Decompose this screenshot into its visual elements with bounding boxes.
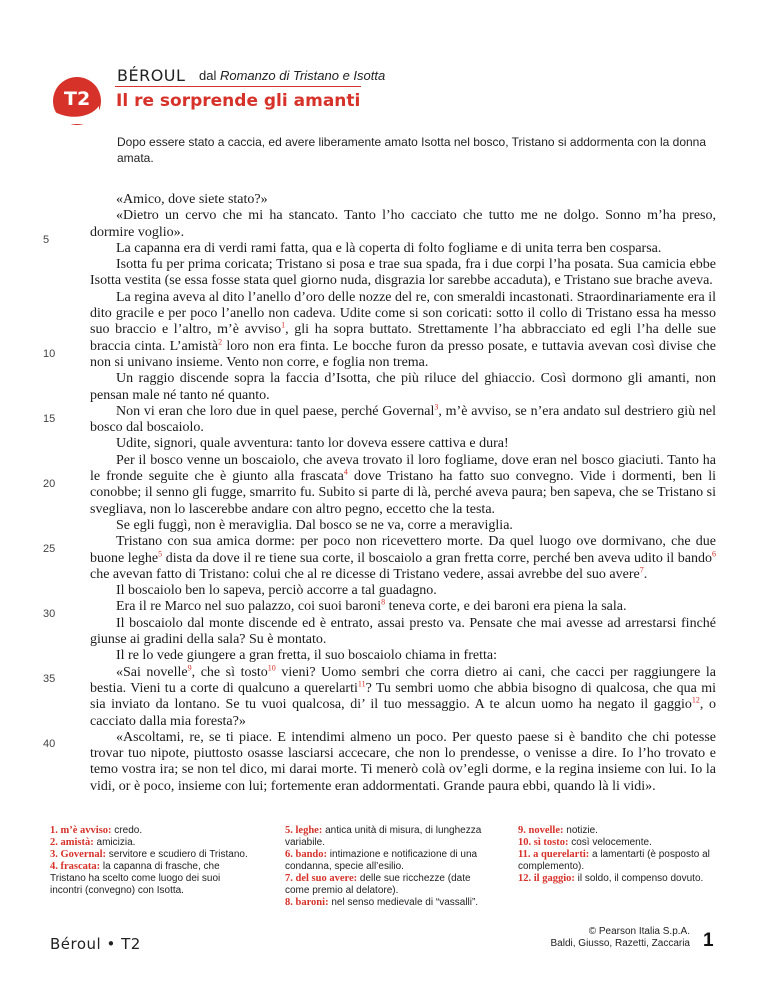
text-paragraph: Se egli fuggì, non è meraviglia. Dal bosco se ne va, corre a meraviglia. <box>116 517 513 533</box>
line-number: 35 <box>43 673 56 685</box>
footnote-ref: 11 <box>357 679 366 689</box>
footnote: 2. amistà: amicizia. <box>50 837 136 848</box>
text-paragraph: Tristano con sua amica dorme: per poco non ricevettero morte. Da quel luogo ove dormivano, che due buone leghe$^5$ dista da dove il re tiene sua corte, il boscaiolo a gran fretta corre, perché ben aveva udito il bando$^6$ che avevan fatto di Tristano: colui che al re dicesse di Tristano vedere, assai avrebbe del suo avere$^7$. <box>90 534 716 582</box>
text-paragraph: Isotta fu per prima coricata; Tristano si posa e trae sua spada, fra i due corpi l’ha posata. Sua camicia ebbe Isotta vestita (se essa fosse stata quel giorno nuda, disgrazia lor sarebbe accaduta), e Tristano sue brache aveva. <box>90 257 716 289</box>
page-title: Il re sorprende gli amanti <box>116 91 361 111</box>
footnote-term: 11. a querelarti: <box>518 849 590 860</box>
footnote-column <box>285 825 490 909</box>
footnote-term: 8. baroni: <box>285 897 329 908</box>
work-source <box>199 68 385 83</box>
footnote-column <box>50 825 250 897</box>
footnote-ref: 7 <box>639 565 644 575</box>
footnote: 11. a querelarti: a lamentarti (è posposto al complemento). <box>518 849 710 872</box>
footnote-ref: 4 <box>343 467 348 477</box>
footnote-term: 10. sì tosto: <box>518 837 569 848</box>
footnote-term: 12. il gaggio: <box>518 873 575 884</box>
footnote: 9. novelle: notizie. <box>518 825 598 836</box>
text-paragraph: Udite, signori, quale avventura: tanto lor doveva essere cattiva e dura! <box>116 436 509 452</box>
line-number: 25 <box>43 543 56 555</box>
text-paragraph: Il re lo vede giungere a gran fretta, il suo boscaiolo chiama in fretta: <box>116 648 497 664</box>
footnote-term: 4. frascata: <box>50 861 101 872</box>
footnote: 5. leghe: antica unità di misura, di lunghezza variabile. <box>285 825 482 848</box>
footnote: 6. bando: intimazione e notificazione di una condanna, specie all’esilio. <box>285 849 478 872</box>
footnote-ref: 1 <box>281 320 286 330</box>
footnote-column <box>518 825 718 885</box>
footnote-term: 7. del suo avere: <box>285 873 358 884</box>
text-paragraph: Il boscaiolo ben lo sapeva, perciò accorre a tal guadagno. <box>116 583 437 599</box>
text-paragraph: Non vi eran che loro due in quel paese, perché Governal$^3$, m’è avviso, se n’era andato sul destriero giù nel bosco dal boscaiolo. <box>90 402 717 436</box>
line-number: 40 <box>43 738 56 750</box>
footnote-ref: 12 <box>691 695 700 705</box>
text-paragraph: La capanna era di verdi rami fatta, qua e là coperta di folto fogliame e di unita terra ben cosparsa. <box>116 240 662 256</box>
copyright-line: © Pearson Italia S.p.A. <box>588 926 690 937</box>
footnote-term: 1. m’è avviso: <box>50 825 112 836</box>
text-paragraph: «Sai novelle$^9$, che sì tosto$^{10}$ vieni? Uomo sembri che corra dietro ai cani, che cacci per raggiungere la bestia. Vieni tu a corte di qualcuno a querelarti$^{11}$? Tu sembri uomo che abbia bisogno di qualcosa, che qua mi sia inviato da lontano. Se tu vuoi qualcosa, di’ il tuo messaggio. A te alcun uomo ha negato il gaggio$^{12}$, o cacciato dalla mia foresta?» <box>90 662 716 729</box>
footnote: 3. Governal: servitore e scudiero di Tristano. <box>50 849 248 860</box>
badge-label: T2 <box>64 88 91 110</box>
intro-text: Dopo essere stato a caccia, ed avere liberamente amato Isotta nel bosco, Tristano si addormenta con la donna amata. <box>117 135 707 165</box>
footnote-ref: 8 <box>381 597 386 607</box>
author-name: BÉROUL <box>117 66 186 85</box>
footnote-ref: 2 <box>218 337 223 347</box>
footnote-term: 9. novelle: <box>518 825 564 836</box>
text-paragraph: Il boscaiolo dal monte discende ed è entrato, assai presto va. Pensate che mai avesse ad arrestarsi finché giunse ai gradini della sala? Su è montato. <box>90 615 716 648</box>
footnote-ref: 10 <box>267 662 276 672</box>
footer-credit <box>520 926 690 950</box>
footnote: 4. frascata: la capanna di frasche, che Tristano ha scelto come luogo dei suoi incontri (convegno) con Isotta. <box>50 861 221 896</box>
title-rule <box>115 86 361 87</box>
work-prefix: dal <box>199 68 217 83</box>
line-number: 15 <box>43 413 56 425</box>
text-paragraph: «Amico, dove siete stato?» <box>116 192 268 207</box>
footnote-ref: 3 <box>434 402 439 412</box>
text-paragraph: Era il re Marco nel suo palazzo, coi suoi baroni$^8$ teneva corte, e dei baroni era piena la sala. <box>116 597 627 615</box>
text-paragraph: La regina aveva al dito l’anello d’oro delle nozze del re, con smeraldi incastonati. Straordinariamente era il dito gracile e per poco l’anello non cadeva. Udite come si son coricati: sotto il collo di Tristano essa ha messo suo braccio e l’altro, m’è avviso$^1$, gli ha sopra buttato. Strettamente l’ha abbracciato ed egli l’ha delle sue braccia cinta. L’amistà$^2$ loro non era finta. Le bocche furon da presso posate, e tuttavia avevan così divise che non si univano insieme. Vento non corre, e foglia non trema. <box>90 289 716 370</box>
footnote: 7. del suo avere: delle sue ricchezze (date come premio al delatore). <box>285 873 471 896</box>
footnote-ref: 5 <box>158 548 163 558</box>
footnote-ref: 9 <box>187 662 192 672</box>
line-number: 20 <box>43 478 56 490</box>
t2-badge <box>52 76 102 126</box>
line-number: 30 <box>43 608 56 620</box>
footnote: 1. m’è avviso: credo. <box>50 825 143 836</box>
authors-line: Baldi, Giusso, Razetti, Zaccaria <box>550 938 690 949</box>
page-number: 1 <box>703 930 714 951</box>
text-paragraph: Per il bosco venne un boscaiolo, che aveva trovato il loro fogliame, dove eran nel bosco giaciuti. Tanto ha le fronde seguite che è giunto alla frascata$^4$ dove Tristano ha fatto suo convegno. Vide i dormenti, ben li conobbe; il senno gli fugge, smarrito fu. Subito si parte di là, perché aveva paura; ben sapeva, che se Tristano si svegliava, non lo lascerebbe andare con altro pegno, eccetto che la testa. <box>90 452 716 517</box>
footnote-term: 2. amistà: <box>50 837 94 848</box>
footnote-term: 5. leghe: <box>285 825 323 836</box>
footnote: 8. baroni: nel senso medievale di “vassalli”. <box>285 897 479 908</box>
main-text <box>90 192 716 795</box>
footnote-term: 3. Governal: <box>50 849 106 860</box>
footnote: 12. il gaggio: il soldo, il compenso dovuto. <box>518 873 704 884</box>
text-paragraph: Un raggio discende sopra la faccia d’Isotta, che più riluce del ghiaccio. Così dormono gli amanti, non pensan male né tanto né quanto. <box>90 371 716 403</box>
footer-label: Béroul • T2 <box>50 935 141 953</box>
footnote-term: 6. bando: <box>285 849 328 860</box>
work-title: Romanzo di Tristano e Isotta <box>219 68 386 83</box>
text-paragraph: «Dietro un cervo che mi ha stancato. Tanto l’ho cacciato che tutto me ne dolgo. Sonno m’ha preso, dormire voglio». <box>90 208 716 240</box>
line-number: 5 <box>43 234 50 246</box>
text-paragraph: «Ascoltami, re, se ti piace. E intendimi almeno un poco. Per questo paese si è bandito che chi potesse trovar tuo nipote, piuttosto osasse lasciarsi accecare, che non lo prendesse, o venisse a dire. Io l’ho trovato e temo vostra ira; se non tel dico, mi darai morte. Ti menerò colà ov’egli dorme, e la regina insieme con lui. Io la vidi, or è poco, insieme con lui; fortemente eran addormentati. Grande paura ebbi, quando là li vidi». <box>90 729 716 794</box>
footnote: 10. sì tosto: così velocemente. <box>518 837 652 848</box>
footnote-ref: 6 <box>712 548 716 558</box>
line-number: 10 <box>43 348 56 360</box>
